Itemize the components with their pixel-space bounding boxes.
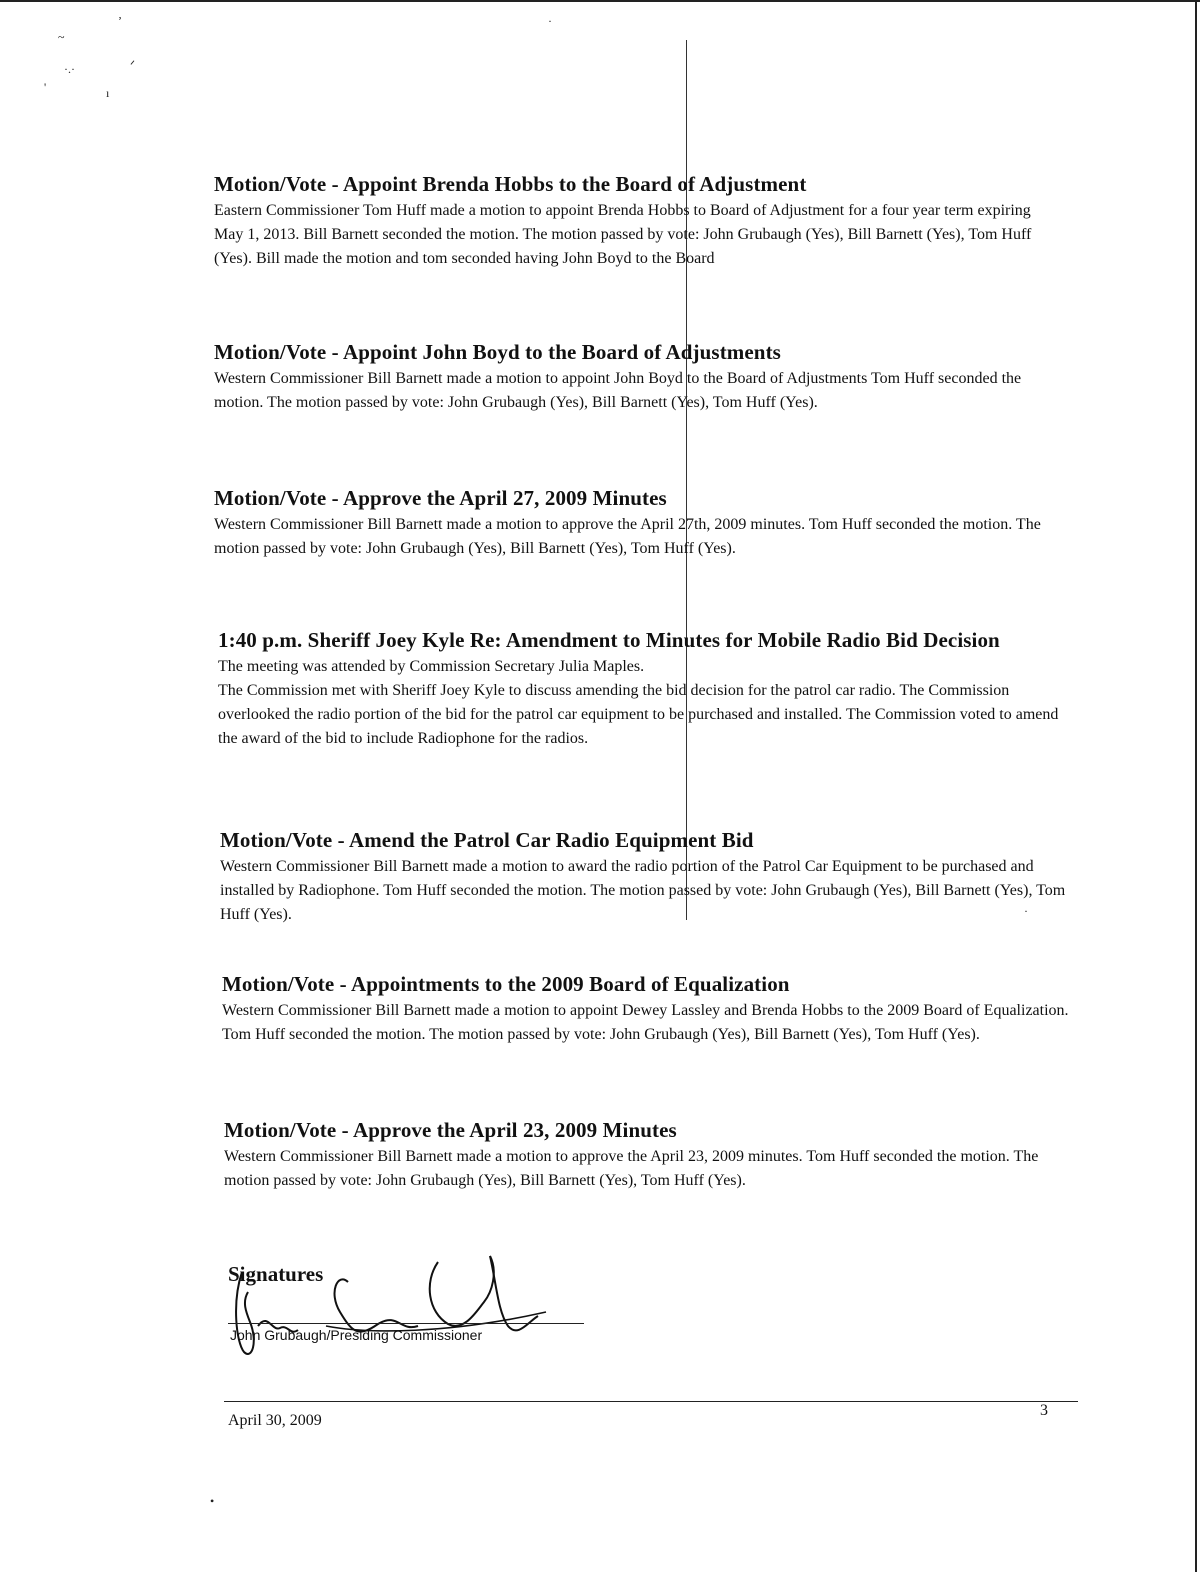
section-heading: Motion/Vote - Amend the Patrol Car Radio Equipment Bid [220,828,754,852]
motion-section [214,484,1064,561]
scan-speck: · [1024,904,1028,918]
scan-speck: ' [44,80,47,94]
signature-caption: John Grubaugh/Presiding Commissioner [230,1327,483,1343]
section-heading: Motion/Vote - Appoint Brenda Hobbs to the Board of Adjustment [214,172,807,196]
section-heading: Motion/Vote - Appoint John Boyd to the Board of Adjustments [214,340,781,364]
section-body: Western Commissioner Bill Barnett made a motion to approve the April 23, 2009 minutes. Tom Huff seconded the motion. The motion passed by vote: John Grubaugh (Yes), Bill Barnett (Yes), Tom Huff (Yes). [224,1148,1039,1189]
signatures-heading: Signatures [228,1262,324,1286]
motion-section [214,170,1064,271]
scan-speck: ı [106,86,110,100]
scan-speck: ~ [58,30,65,44]
page-number: 3 [1040,1402,1048,1419]
footer-rule [224,1401,1078,1402]
signature-line [228,1323,584,1324]
footer-date: April 30, 2009 [228,1412,322,1429]
section-body: Western Commissioner Bill Barnett made a motion to approve the April 27th, 2009 minutes. Tom Huff seconded the motion. The motion passed by vote: John Grubaugh (Yes), Bill Barnett (Yes), Tom Huff (Yes). [214,516,1041,557]
section-heading: Motion/Vote - Appointments to the 2009 Board of Equalization [222,972,790,996]
scan-speck: • [210,1494,215,1508]
section-heading: Motion/Vote - Approve the April 23, 2009 Minutes [224,1118,677,1142]
scan-right-edge [1195,0,1197,1572]
section-body: Western Commissioner Bill Barnett made a motion to appoint John Boyd to the Board of Adjustments Tom Huff seconded the motion. The motion passed by vote: John Grubaugh (Yes), Bill Barnett (Yes), Tom Huff (Yes). [214,370,1022,411]
section-body-continued: The Commission met with Sheriff Joey Kyle to discuss amending the bid decision for the patrol car radio. The Commission overlooked the radio portion of the bid for the patrol car equipment to be purchased and installed. The Commission voted to amend the award of the bid to include Radiophone for the radios. [218,682,1059,747]
scan-speck: ᐟ [130,58,136,72]
motion-section [224,1116,1074,1193]
motion-section [222,970,1072,1047]
scan-speck: ʼ [118,14,122,28]
scan-top-edge [0,0,1200,2]
motion-section [214,338,1064,415]
scan-speck: ·.· [64,62,75,76]
signature-block [228,1262,588,1382]
motion-section [220,826,1070,927]
section-body: Western Commissioner Bill Barnett made a motion to appoint Dewey Lassley and Brenda Hobbs to the 2009 Board of Equalization. Tom Huff seconded the motion. The motion passed by vote: John Grubaugh (Yes), Bill Barnett (Yes), Tom Huff (Yes). [222,1002,1069,1043]
section-body: Western Commissioner Bill Barnett made a motion to award the radio portion of the Patrol Car Equipment to be purchased and installed by Radiophone. Tom Huff seconded the motion. The motion passed by vote: John Grubaugh (Yes), Bill Barnett (Yes), Tom Huff (Yes). [220,858,1066,923]
agenda-section [218,626,1068,751]
section-heading: Motion/Vote - Approve the April 27, 2009 Minutes [214,486,667,510]
handwritten-signature [228,1242,588,1382]
section-body: Eastern Commissioner Tom Huff made a motion to appoint Brenda Hobbs to Board of Adjustment for a four year term expiring May 1, 2013. Bill Barnett seconded the motion. The motion passed by vote: John Grubaugh (Yes), Bill Barnett (Yes), Tom Huff (Yes). Bill made the motion and tom seconded having John Boyd to the Board [214,202,1032,267]
section-body: The meeting was attended by Commission Secretary Julia Maples. [218,658,645,675]
scan-speck: · [548,14,552,28]
section-heading: 1:40 p.m. Sheriff Joey Kyle Re: Amendment to Minutes for Mobile Radio Bid Decision [218,628,1000,652]
